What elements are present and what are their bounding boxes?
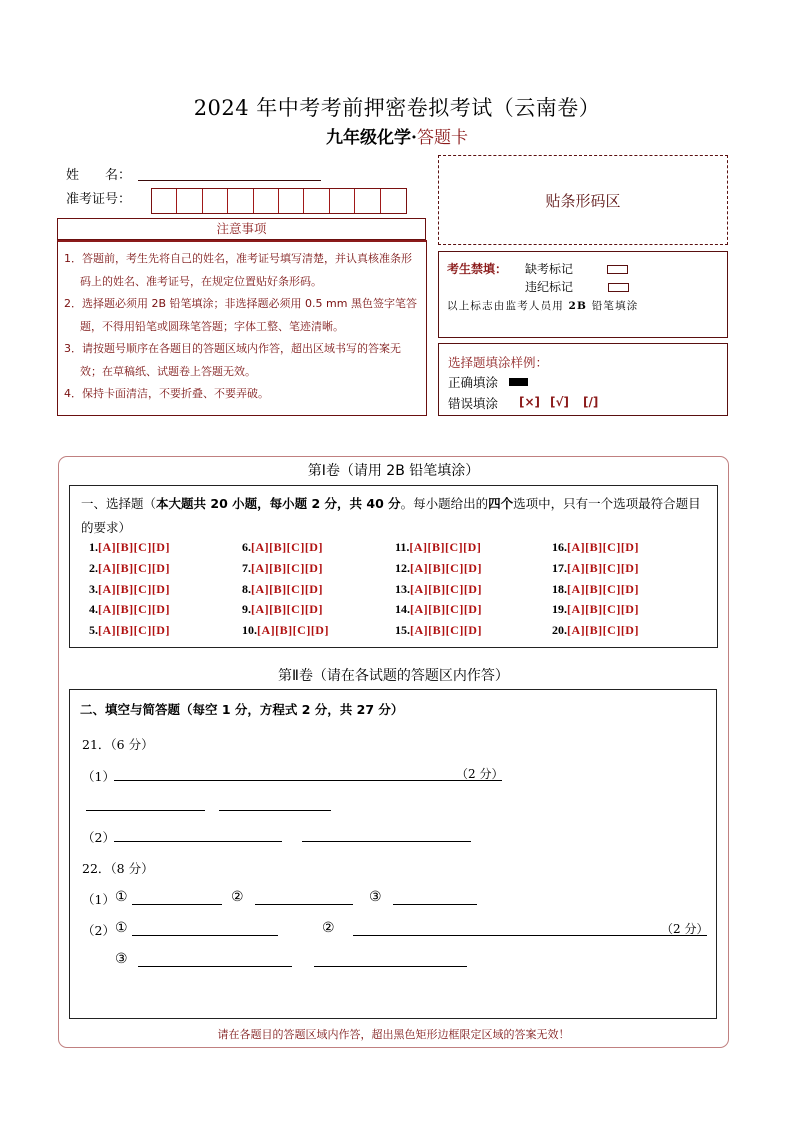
notice-item: 1．答题前，考生先将自己的姓名，准考证号填写清楚，并认真核准条形码上的姓名、准考证号，在规定位置贴好条形码。 (64, 252, 412, 288)
circled-1-icon: ① (115, 889, 128, 905)
wrong-fill-label: 错误填涂 (448, 396, 499, 411)
q22-part1-answer-line[interactable] (132, 904, 222, 905)
q21-part1-score: （2 分） (456, 767, 504, 781)
mc-question-row[interactable]: 2.[A][B][C][D] (89, 560, 170, 575)
mc-question-row[interactable]: 1.[A][B][C][D] (89, 540, 170, 554)
q21-blank-line[interactable] (219, 810, 331, 811)
correct-fill-label: 正确填涂 (448, 375, 499, 390)
absent-mark-label: 缺考标记 (525, 262, 574, 276)
q21-part1-answer-line[interactable] (114, 780, 502, 781)
notice-item: 3．请按题号顺序在各题目的答题区域内作答，超出区域书写的答案无效；在草稿纸、试题卷上答题无效。 (64, 342, 401, 378)
barcode-label: 贴条形码区 (545, 191, 621, 210)
q21-part1-label: （1） (82, 769, 115, 784)
wrong-cross-icon: [×] (519, 395, 541, 409)
mc-question-row[interactable]: 4.[A][B][C][D] (89, 602, 170, 617)
exam-id-digit-box[interactable] (177, 189, 202, 213)
q22-part2-answer-line[interactable] (132, 935, 278, 936)
circled-3-icon: ③ (369, 889, 382, 905)
short-answer-box (69, 689, 717, 1019)
q21-part2-answer-line[interactable] (114, 841, 282, 842)
absent-mark-checkbox[interactable] (607, 265, 628, 274)
notice-heading: 注意事项 (57, 218, 426, 240)
mc-question-row[interactable]: 18.[A][B][C][D] (552, 581, 639, 596)
circled-1-icon: ① (115, 920, 128, 936)
exam-id-digit-box[interactable] (203, 189, 228, 213)
q22-part1-answer-line[interactable] (255, 904, 353, 905)
subtitle-subject: 九年级化学· (326, 128, 417, 148)
q21-label: 21．（6 分） (82, 737, 154, 752)
fill-sample-box (438, 343, 728, 416)
proctor-marks-box (438, 251, 728, 338)
q22-part1-label: （1） (82, 892, 115, 907)
exam-id-digit-box[interactable] (330, 189, 355, 213)
multiple-choice-instructions: 一、选择题（本大题共 20 小题，每小题 2 分，共 40 分。每小题给出的四个选项中，只有一个选项最符合题目的要求） (81, 496, 701, 535)
violation-mark-label: 违纪标记 (525, 280, 574, 294)
exam-id-boxes (151, 188, 407, 214)
name-label: 姓 名： (66, 168, 132, 183)
mc-column-4 (552, 537, 639, 641)
mc-question-row[interactable]: 9.[A][B][C][D] (242, 602, 323, 617)
name-field[interactable] (138, 180, 321, 181)
short-answer-instructions: 二、填空与简答题（每空 1 分，方程式 2 分，共 27 分） (80, 702, 404, 717)
exam-id-digit-box[interactable] (254, 189, 279, 213)
multiple-choice-box (69, 485, 718, 648)
notice-item: 4．保持卡面清洁，不要折叠、不要弄破。 (64, 387, 269, 400)
circled-3-icon: ③ (115, 951, 128, 967)
exam-id-digit-box[interactable] (228, 189, 253, 213)
mc-question-row[interactable]: 13.[A][B][C][D] (395, 581, 482, 596)
marks-note: 以上标志由监考人员用 2B 铅笔填涂 (447, 300, 639, 312)
circled-2-icon: ② (231, 889, 244, 905)
page-subtitle (0, 123, 794, 148)
barcode-area (438, 155, 728, 245)
mc-question-row[interactable]: 3.[A][B][C][D] (89, 581, 170, 596)
wrong-slash-icon: [/] (583, 395, 599, 409)
mc-question-row[interactable]: 8.[A][B][C][D] (242, 581, 323, 596)
q21-part2-label: （2） (82, 830, 115, 845)
violation-mark-checkbox[interactable] (608, 283, 629, 292)
q22-part2-score: （2 分） (661, 922, 709, 936)
mc-question-row[interactable]: 16.[A][B][C][D] (552, 540, 639, 554)
exam-id-digit-box[interactable] (304, 189, 329, 213)
q22-part2-answer-line[interactable] (138, 966, 292, 967)
subtitle-answer-card: 答题卡 (416, 128, 468, 148)
mc-column-1 (89, 537, 170, 641)
mc-question-row[interactable]: 12.[A][B][C][D] (395, 560, 482, 575)
mc-question-row[interactable]: 19.[A][B][C][D] (552, 602, 639, 617)
answer-section (58, 456, 729, 1048)
mc-question-row[interactable]: 17.[A][B][C][D] (552, 560, 639, 575)
mc-question-row[interactable]: 5.[A][B][C][D] (89, 623, 170, 638)
mc-column-3 (395, 537, 482, 641)
wrong-check-icon: [√] (550, 395, 569, 409)
part1-title: 第Ⅰ卷（请用 2B 铅笔填涂） (307, 463, 480, 479)
exam-id-digit-box[interactable] (152, 189, 177, 213)
q22-label: 22．（8 分） (82, 861, 154, 876)
part2-title: 第Ⅱ卷（请在各试题的答题区内作答） (278, 668, 509, 684)
circled-2-icon: ② (322, 920, 335, 936)
mc-question-row[interactable]: 11.[A][B][C][D] (395, 540, 482, 554)
exam-id-digit-box[interactable] (355, 189, 380, 213)
mc-question-row[interactable]: 14.[A][B][C][D] (395, 602, 482, 617)
exam-id-digit-box[interactable] (381, 189, 406, 213)
q22-part1-answer-line[interactable] (393, 904, 477, 905)
mc-question-row[interactable]: 20.[A][B][C][D] (552, 623, 639, 638)
notice-list (57, 240, 427, 416)
q22-part2-answer-line[interactable] (314, 966, 467, 967)
mc-column-2 (242, 537, 329, 641)
forbidden-label: 考生禁填： (447, 262, 508, 276)
exam-id-digit-box[interactable] (279, 189, 304, 213)
q22-part2-answer-line[interactable] (353, 935, 707, 936)
answer-area-warning: 请在各题目的答题区域内作答，超出黑色矩形边框限定区域的答案无效！ (217, 1028, 570, 1041)
fill-sample-title: 选择题填涂样例： (448, 355, 549, 370)
page-title: 2024 年中考考前押密卷拟考试（云南卷） (193, 96, 601, 120)
mc-question-row[interactable]: 7.[A][B][C][D] (242, 560, 323, 575)
mc-question-row[interactable]: 15.[A][B][C][D] (395, 623, 482, 638)
q21-blank-line[interactable] (86, 810, 205, 811)
q22-part2-label: （2） (82, 923, 115, 938)
q21-part2-answer-line[interactable] (302, 841, 471, 842)
mc-question-row[interactable]: 10.[A][B][C][D] (242, 623, 329, 638)
correct-fill-swatch (509, 378, 528, 386)
notice-item: 2．选择题必须用 2B 铅笔填涂；非选择题必须用 0.5 mm 黑色签字笔答题，不得用铅笔或圆珠笔答题；字体工整、笔迹清晰。 (64, 297, 417, 333)
mc-question-row[interactable]: 6.[A][B][C][D] (242, 540, 323, 554)
exam-id-label: 准考证号： (66, 192, 132, 207)
